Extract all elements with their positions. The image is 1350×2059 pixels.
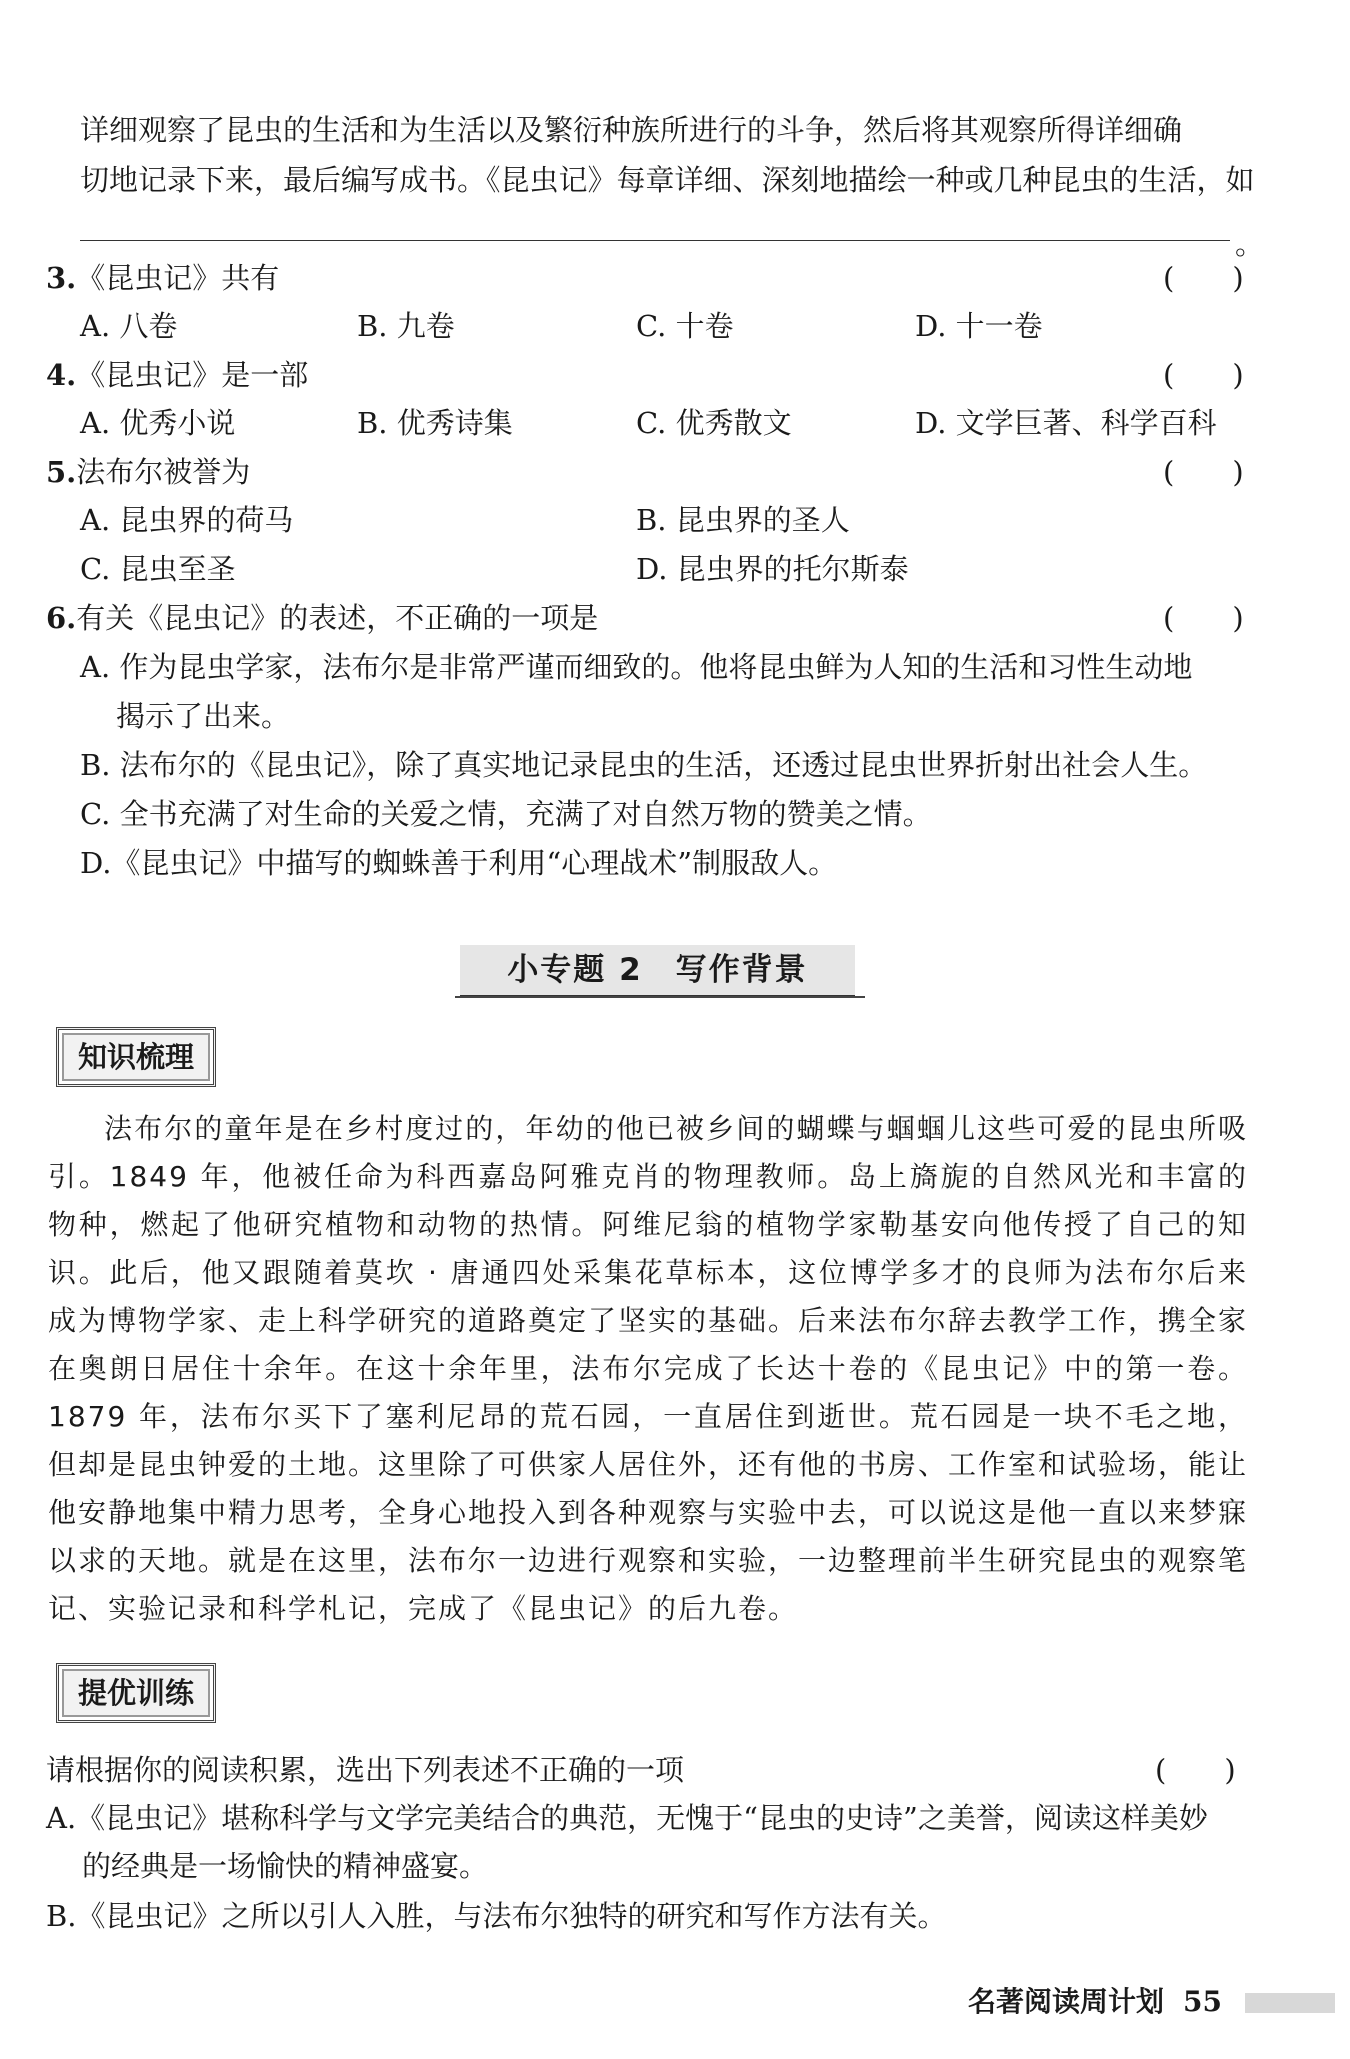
intro-line-2: 切地记录下来，最后编写成书。《昆虫记》每章详细、深刻地描绘一种或几种昆虫的生活，如 xyxy=(80,163,1255,197)
q6-option-c[interactable]: C. 全书充满了对生命的关爱之情，充满了对自然万物的赞美之情。 xyxy=(80,797,932,831)
q6-option-a[interactable]: A. 作为昆虫学家，法布尔是非常严谨而细致的。他将昆虫鲜为人知的生活和习性生动地 xyxy=(80,650,1193,684)
q4-option-a[interactable]: A. 优秀小说 xyxy=(80,406,236,440)
answer-bracket-4[interactable]: ( ) xyxy=(1163,358,1244,392)
section-underline xyxy=(455,996,865,998)
answer-blank-line[interactable] xyxy=(80,240,1230,241)
intro-end-mark: 。 xyxy=(1235,227,1265,261)
practice-option-a-cont: 的经典是一场愉快的精神盛宴。 xyxy=(82,1849,489,1883)
question-6 xyxy=(46,598,598,638)
q4-option-d[interactable]: D. 文学巨著、科学百科 xyxy=(915,406,1217,440)
q3-option-d[interactable]: D. 十一卷 xyxy=(915,309,1043,343)
q3-option-c[interactable]: C. 十卷 xyxy=(636,309,734,343)
background-passage: 法布尔的童年是在乡村度过的，年幼的他已被乡间的蝴蝶与蝈蝈儿这些可爱的昆虫所吸引。1849 年，他被任命为科西嘉岛阿雅克肖的物理教师。岛上旖旎的自然风光和丰富的物种，燃起了他研究植物和动物的热情。阿维尼翁的植物学家勒基安向他传授了自己的知识。此后，他又跟随着莫坎 · 唐通四处采集花草标本，这位博学多才的良师为法布尔后来成为博物学家、走上科学研究的道路奠定了坚实的基础。后来法布尔辞去教学工作，携全家在奥朗日居住十余年。在这十余年里，法布尔完成了长达十卷的《昆虫记》中的第一卷。1879 年，法布尔买下了塞利尼昂的荒石园，一直居住到逝世。荒石园是一块不毛之地，但却是昆虫钟爱的土地。这里除了可供家人居住外，还有他的书房、工作室和试验场，能让他安静地集中精力思考，全身心地投入到各种观察与实验中去，可以说这是他一直以来梦寐以求的天地。就是在这里，法布尔一边进行观察和实验，一边整理前半生研究昆虫的观察笔记、实验记录和科学札记，完成了《昆虫记》的后九卷。 xyxy=(48,1112,1249,1625)
question-stem: 法布尔被誉为 xyxy=(76,455,251,489)
q3-option-b[interactable]: B. 九卷 xyxy=(357,309,455,343)
question-stem: 《昆虫记》共有 xyxy=(76,261,280,295)
question-number: 5. xyxy=(46,455,77,489)
intro-line-1: 详细观察了昆虫的生活和为生活以及繁衍种族所进行的斗争，然后将其观察所得详细确 xyxy=(80,113,1183,147)
question-3 xyxy=(46,258,279,298)
answer-bracket-5[interactable]: ( ) xyxy=(1163,455,1244,489)
footer-book-title: 名著阅读周计划 xyxy=(968,1985,1165,2018)
footer-decoration xyxy=(1245,1993,1335,2013)
q6-option-b[interactable]: B. 法布尔的《昆虫记》，除了真实地记录昆虫的生活，还透过昆虫世界折射出社会人生。 xyxy=(80,748,1208,782)
question-4 xyxy=(46,355,308,395)
practice-question: 请根据你的阅读积累，选出下列表述不正确的一项 xyxy=(46,1753,685,1787)
practice-answer-bracket[interactable]: ( ) xyxy=(1155,1753,1236,1787)
section-title: 小专题 2 写作背景 xyxy=(460,945,855,998)
q4-option-c[interactable]: C. 优秀散文 xyxy=(636,406,792,440)
q6-option-d[interactable]: D.《昆虫记》中描写的蜘蛛善于利用“心理战术”制服敌人。 xyxy=(80,846,838,880)
question-number: 6. xyxy=(46,601,77,635)
q3-option-a[interactable]: A. 八卷 xyxy=(80,309,178,343)
page-number: 55 xyxy=(1183,1985,1222,2018)
q4-option-b[interactable]: B. 优秀诗集 xyxy=(357,406,513,440)
q5-option-b[interactable]: B. 昆虫界的圣人 xyxy=(636,503,850,537)
question-stem: 有关《昆虫记》的表述，不正确的一项是 xyxy=(76,601,599,635)
q5-option-a[interactable]: A. 昆虫界的荷马 xyxy=(80,503,294,537)
answer-bracket-3[interactable]: ( ) xyxy=(1163,261,1244,295)
knowledge-tag: 知识梳理 xyxy=(56,1027,216,1087)
practice-option-b[interactable]: B.《昆虫记》之所以引人入胜，与法布尔独特的研究和写作方法有关。 xyxy=(46,1899,947,1933)
q6-option-a-cont: 揭示了出来。 xyxy=(116,699,291,733)
q5-option-c[interactable]: C. 昆虫至圣 xyxy=(80,552,236,586)
question-number: 3. xyxy=(46,261,77,295)
q5-option-d[interactable]: D. 昆虫界的托尔斯泰 xyxy=(636,552,909,586)
question-stem: 《昆虫记》是一部 xyxy=(76,358,309,392)
practice-option-a[interactable]: A.《昆虫记》堪称科学与文学完美结合的典范，无愧于“昆虫的史诗”之美誉，阅读这样美妙 xyxy=(46,1801,1208,1835)
practice-tag: 提优训练 xyxy=(56,1663,216,1723)
answer-bracket-6[interactable]: ( ) xyxy=(1163,601,1244,635)
question-number: 4. xyxy=(46,358,77,392)
question-5 xyxy=(46,452,250,492)
